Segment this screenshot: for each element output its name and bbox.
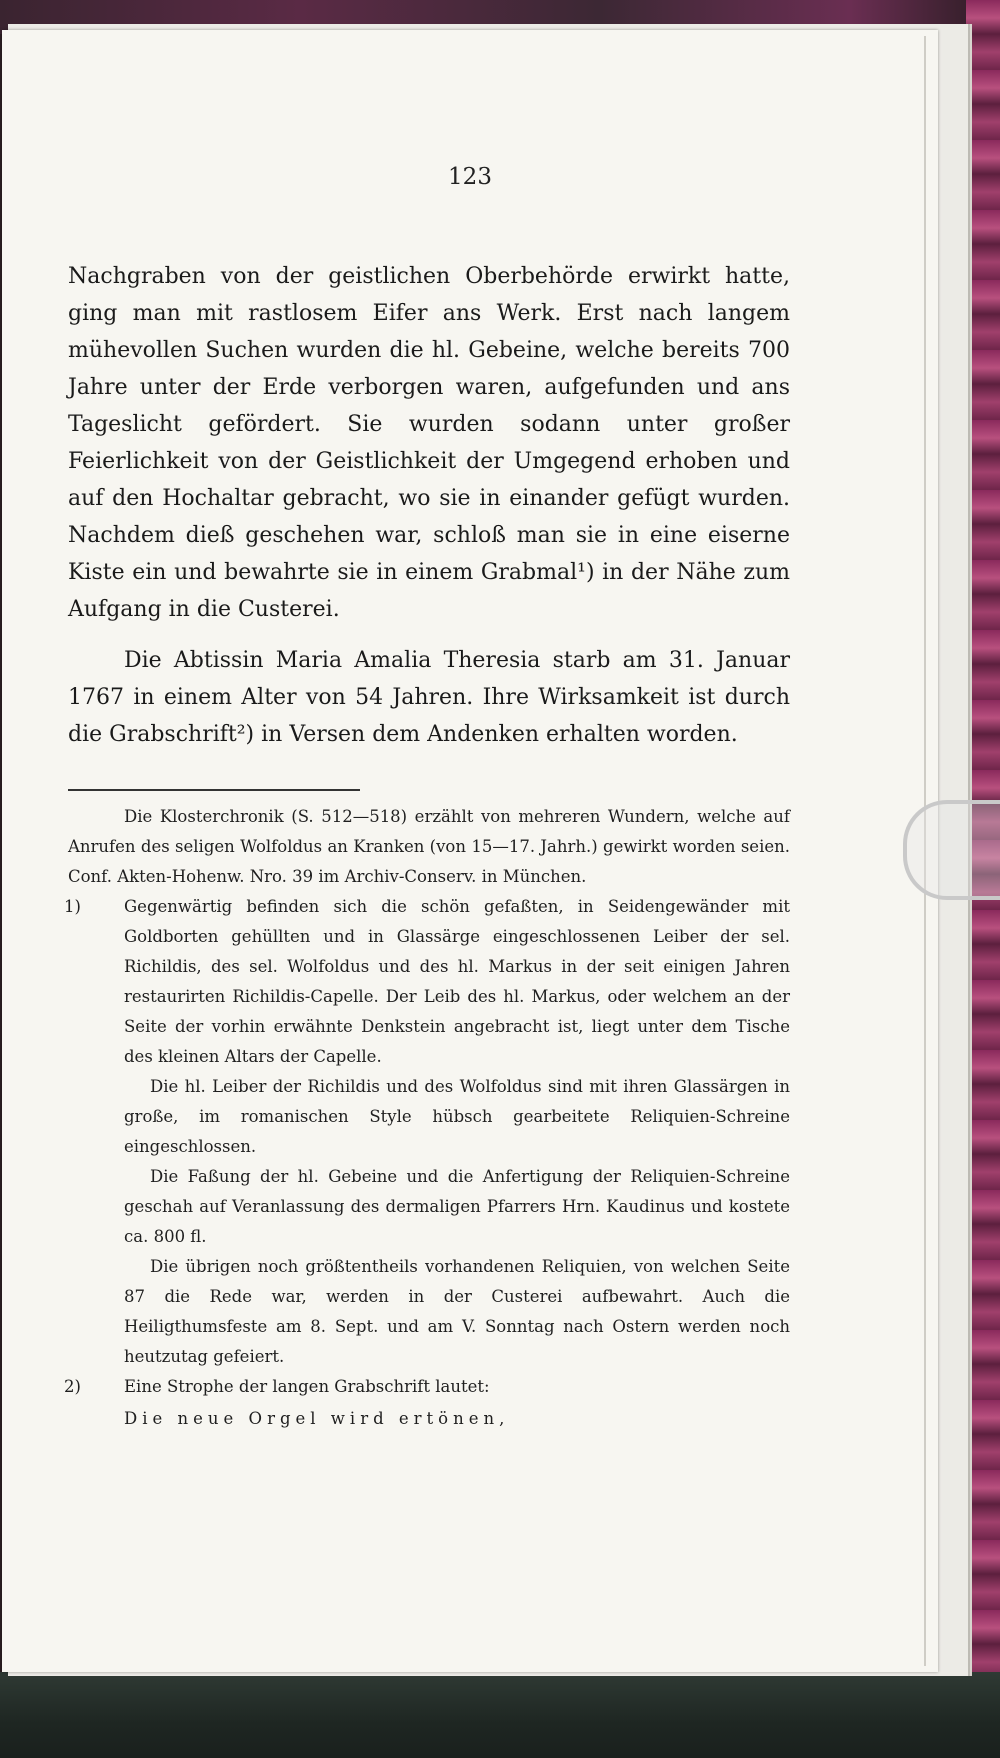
verse-line: Die neue Orgel wird ertönen, [124, 1409, 510, 1428]
page-clip [903, 800, 1000, 900]
footnote-1-paragraph-4: Die übrigen noch größtentheils vorhandenen Reliquien, von welchen Seite 87 die Rede war, werden in der Custerei aufbewahrt. Auch die Heiligthumsfeste am 8. Sept. und am V. Sonntag nach Ostern werden noch heutzutag gefeiert. [124, 1257, 790, 1366]
backdrop-bottom [0, 1672, 1000, 1758]
page-number: 123 [448, 164, 492, 190]
body-text [68, 258, 790, 753]
body-paragraph-1: Nachgraben von der geistlichen Oberbehörde erwirkt hatte, ging man mit rastlosem Eifer ans Werk. Erst nach langem mühevollen Suchen wurden die hl. Gebeine, welche bereits 700 Jahre unter der Erde verborgen waren, aufgefunden und ans Tageslicht gefördert. Sie wurden sodann unter großer Feierlichkeit von der Geistlichkeit der Umgegend erhoben und auf den Hochaltar gebracht, wo sie in einander gefügt wurden. Nachdem dieß geschehen war, schloß man sie in eine eiserne Kiste ein und bewahrte sie in einem Grabmal¹) in der Nähe zum Aufgang in die Custerei. [68, 264, 790, 622]
body-paragraph-2: Die Abtissin Maria Amalia Theresia starb am 31. Januar 1767 in einem Alter von 54 Jahren. Ihre Wirksamkeit ist durch die Grabschrift²) in Versen dem Andenken erhalten worden. [68, 648, 790, 747]
footnote-1 [64, 892, 790, 1072]
footnote-1-paragraph-2: Die hl. Leiber der Richildis und des Wolfoldus sind mit ihren Glassärgen in große, im romanischen Style hübsch gearbeitete Reliquien-Schreine eingeschlossen. [124, 1077, 790, 1156]
footnote-intro: Die Klosterchronik (S. 512—518) erzählt von mehreren Wundern, welche auf Anrufen des seligen Wolfoldus an Kranken (von 15—17. Jahrh.) gewirkt worden seien. Conf. Akten-Hohenw. Nro. 39 im Archiv-Conserv. in München. [68, 807, 790, 886]
footnote-2-marker: 2) [64, 1377, 81, 1396]
footnote-separator [68, 789, 360, 791]
footnote-1-marker: 1) [64, 897, 81, 916]
footnote-2 [64, 1372, 790, 1402]
footnote-1-text: Gegenwärtig befinden sich die schön gefaßten, in Seidengewänder mit Goldborten gehüllten und in Glassärge eingeschlossenen Leiber der sel. Richildis, des sel. Wolfoldus und des hl. Markus in der seit einigen Jahren restaurirten Richildis-Capelle. Der Leib des hl. Markus, oder welchem an der Seite der vorhin erwähnte Denkstein angebracht ist, liegt unter dem Tische des kleinen Altars der Capelle. [124, 897, 790, 1066]
footnote-1-paragraph-3: Die Faßung der hl. Gebeine und die Anfertigung der Reliquien-Schreine geschah auf Veranlassung des dermaligen Pfarrers Hrn. Kaudinus und kostete ca. 800 fl. [124, 1167, 790, 1246]
footnotes [64, 802, 790, 1434]
book-page [2, 30, 938, 1672]
footnote-2-text: Eine Strophe der langen Grabschrift lautet: [124, 1377, 490, 1396]
